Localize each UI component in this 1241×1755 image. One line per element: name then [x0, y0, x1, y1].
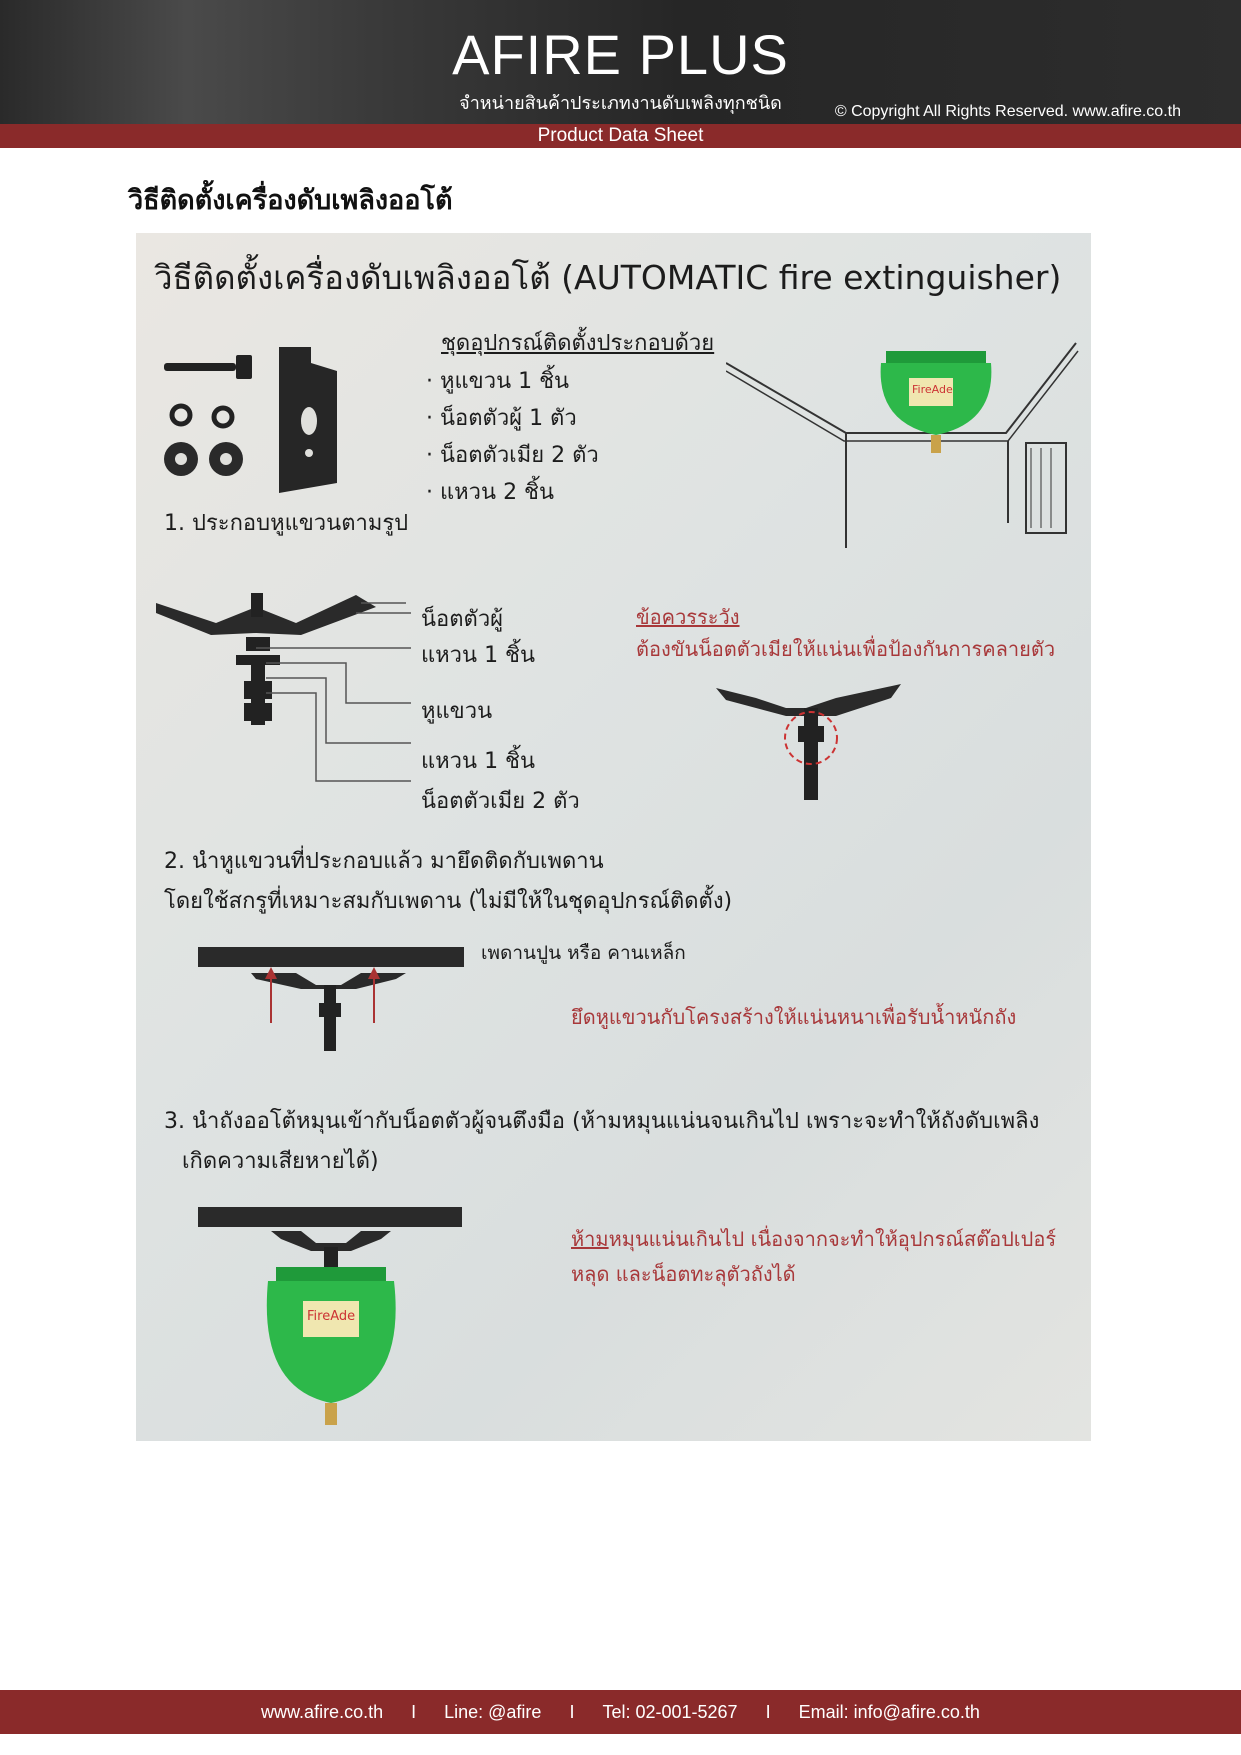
- step-2-line-1: 2. นำหูแขวนที่ประกอบแล้ว มายึดติดกับเพดาน: [164, 849, 604, 874]
- footer-tel: Tel: 02-001-5267: [602, 1701, 738, 1722]
- kit-list: [426, 363, 599, 511]
- warning-head: ห้าม: [571, 1227, 609, 1251]
- label-hanger: หูแขวน: [421, 699, 493, 724]
- warning-line-2: หลุด และน็อตทะลุตัวถังได้: [571, 1262, 796, 1286]
- installation-diagram: [136, 233, 1091, 1441]
- subtitle-bar: [0, 124, 1241, 148]
- step-2-note: ยึดหูแขวนกับโครงสร้างให้แน่นหนาเพื่อรับน้ำหนักถัง: [571, 1005, 1017, 1029]
- step-2-line-2: โดยใช้สกรูที่เหมาะสมกับเพดาน (ไม่มีให้ในชุดอุปกรณ์ติดตั้ง): [164, 889, 733, 914]
- step-3-line-1: 3. นำถังออโต้หมุนเข้ากับน็อตตัวผู้จนตึงมือ (ห้ามหมุนแน่นจนเกินไป เพราะจะทำให้ถังดับเพลิง: [164, 1109, 1040, 1134]
- copyright-text: © Copyright All Rights Reserved. www.afire.co.th: [834, 103, 1181, 120]
- brand-tagline: จำหน่ายสินค้าประเภทงานดับเพลิงทุกชนิด: [459, 93, 782, 114]
- bracket-leader-lines: [256, 603, 416, 783]
- step-1-title: 1. ประกอบหูแขวนตามรูป: [164, 511, 409, 536]
- kit-parts-illustration: [161, 343, 351, 503]
- label-female-nuts: น็อตตัวเมีย 2 ตัว: [421, 789, 580, 814]
- label-male-bolt: น็อตตัวผู้: [421, 607, 504, 632]
- brand-title: AFIRE PLUS: [452, 23, 789, 86]
- step-3-line-2: เกิดความเสียหายได้): [182, 1149, 379, 1174]
- caution-heading: ข้อควรระวัง: [636, 605, 740, 629]
- footer-separator: I: [569, 1701, 575, 1722]
- footer-line: Line: @afire: [444, 1701, 542, 1722]
- extinguisher-brand-label: FireAde: [912, 383, 953, 396]
- caution-text: ต้องขันน็อตตัวเมียให้แน่นเพื่อป้องกันการคลายตัว: [636, 637, 1056, 661]
- label-washer-bottom: แหวน 1 ชิ้น: [421, 749, 536, 774]
- product-data-sheet-label: Product Data Sheet: [537, 125, 704, 146]
- kit-item: · น็อตตัวผู้ 1 ตัว: [426, 400, 599, 437]
- kit-item: · แหวน 2 ชิ้น: [426, 474, 599, 511]
- label-washer-top: แหวน 1 ชิ้น: [421, 643, 536, 668]
- warning-line-1-text: หมุนแน่นเกินไป เนื่องจากจะทำให้อุปกรณ์สต๊อปเปอร์: [608, 1227, 1057, 1251]
- ceiling-type-label: เพดานปูน หรือ คานเหล็ก: [481, 942, 686, 964]
- ceiling-corner-illustration: [726, 323, 1086, 553]
- extinguisher-brand-label: FireAde: [307, 1309, 356, 1324]
- warning-line-1: [571, 1223, 1056, 1255]
- caution-bracket-illustration: [716, 678, 906, 808]
- kit-item: · หูแขวน 1 ชิ้น: [426, 363, 599, 400]
- footer-website[interactable]: www.afire.co.th: [261, 1701, 384, 1722]
- kit-heading: ชุดอุปกรณ์ติดตั้งประกอบด้วย: [441, 331, 715, 356]
- footer-separator: I: [765, 1701, 771, 1722]
- page-header: [0, 0, 1241, 124]
- kit-item: · น็อตตัวเมีย 2 ตัว: [426, 437, 599, 474]
- page-footer: [0, 1690, 1241, 1734]
- footer-separator: I: [411, 1701, 417, 1722]
- mounted-extinguisher-illustration: [196, 1203, 476, 1441]
- footer-email[interactable]: Email: info@afire.co.th: [798, 1701, 980, 1722]
- section-title: วิธีติดตั้งเครื่องดับเพลิงออโต้: [128, 185, 453, 216]
- ceiling-mount-illustration: [196, 943, 476, 1053]
- diagram-title: วิธีติดตั้งเครื่องดับเพลิงออโต้ (AUTOMATIC fire extinguisher): [154, 258, 1062, 297]
